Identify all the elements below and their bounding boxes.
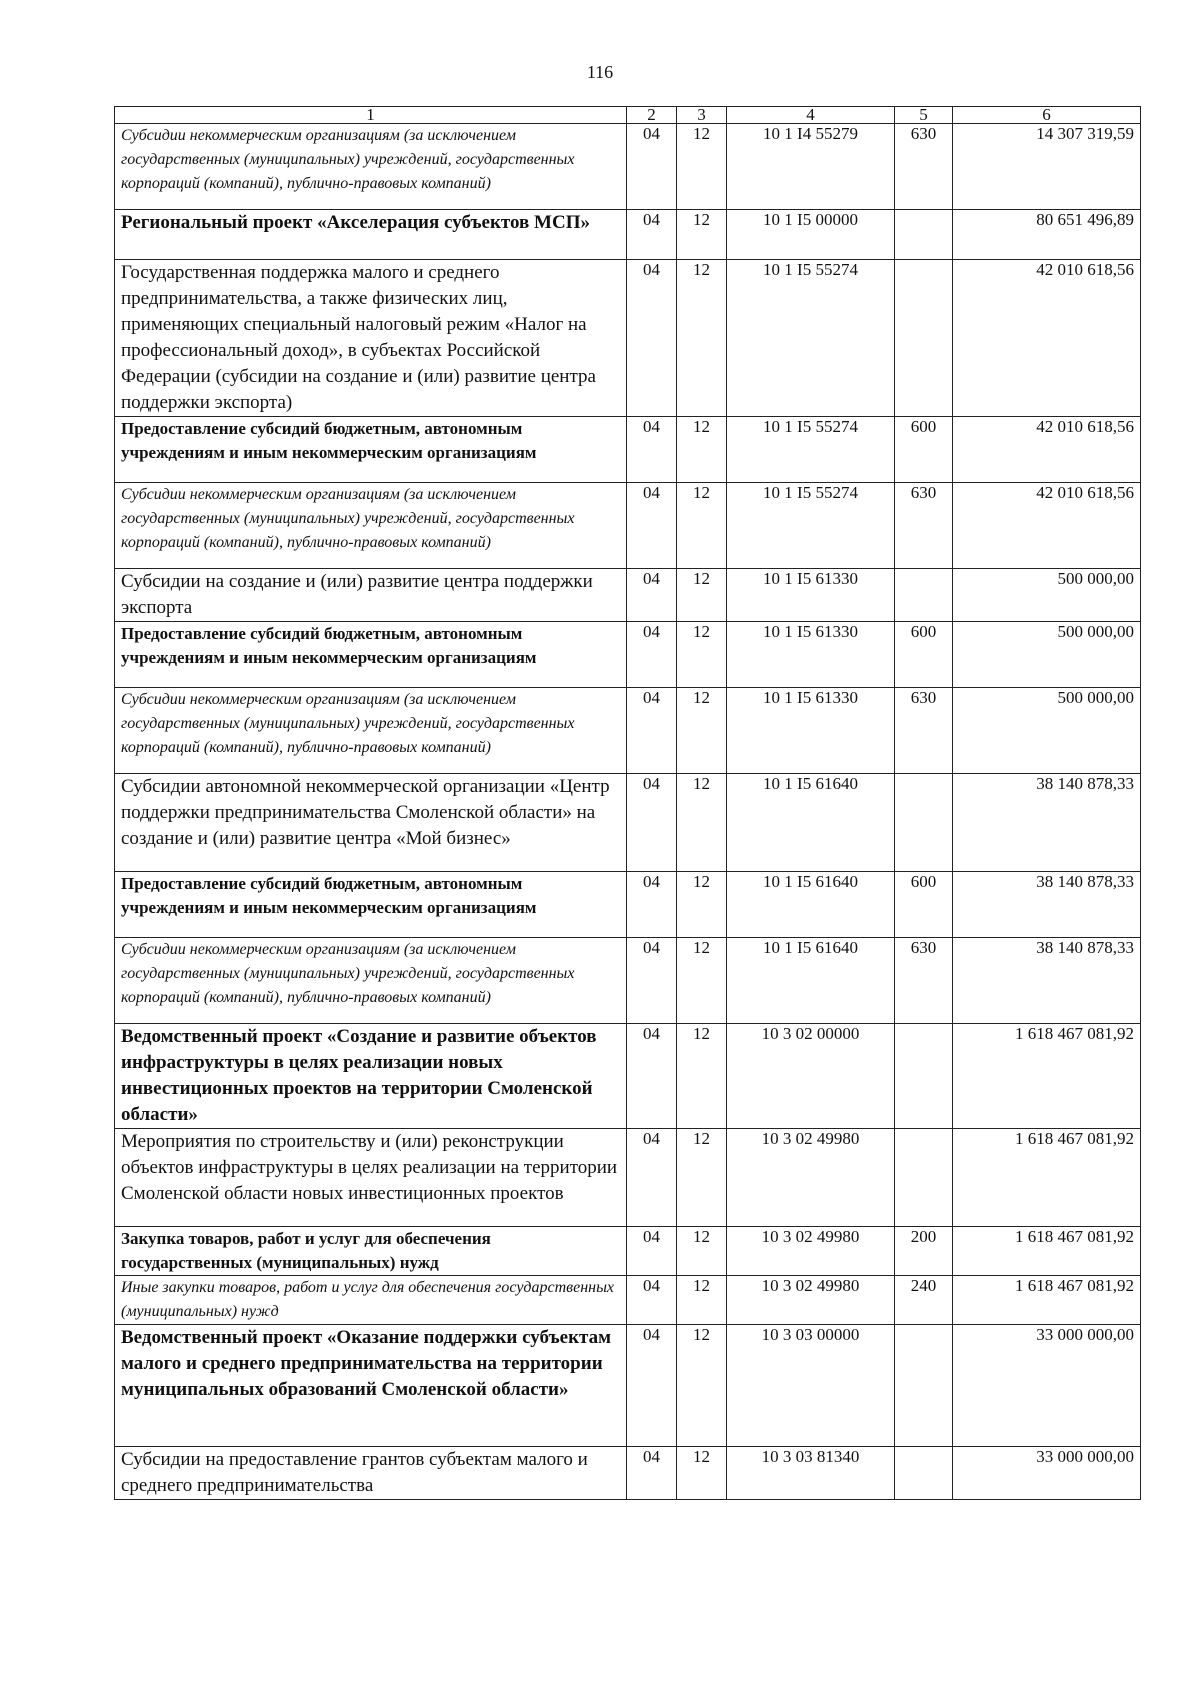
section-code-cell: 04 — [627, 774, 677, 872]
header-cell: 3 — [677, 107, 727, 124]
row-name-cell: Государственная поддержка малого и среднего предпринимательства, а также физических лиц, применяющих специальный налоговый режим «Налог на профессиональный доход», в субъектах Российской Федерации (субсидии на создание и (или) развитие центра поддержки экспорта) — [115, 260, 627, 417]
table-row — [115, 622, 1141, 688]
target-article-cell: 10 1 I5 61330 — [727, 622, 895, 688]
page-number: 116 — [586, 62, 614, 82]
table-row — [115, 210, 1141, 260]
row-name-cell: Субсидии некоммерческим организациям (за исключением государственных (муниципальных) учреждений, государственных корпораций (компаний), публично-правовых компаний) — [115, 938, 627, 1024]
target-article-cell: 10 1 I5 61640 — [727, 872, 895, 938]
table-row — [115, 688, 1141, 774]
row-name-cell: Субсидии некоммерческим организациям (за исключением государственных (муниципальных) учреждений, государственных корпораций (компаний), публично-правовых компаний) — [115, 688, 627, 774]
row-name-cell: Субсидии на предоставление грантов субъектам малого и среднего предпринимательства — [115, 1447, 627, 1500]
target-article-cell: 10 1 I5 00000 — [727, 210, 895, 260]
target-article-cell: 10 3 02 49980 — [727, 1129, 895, 1227]
header-row — [115, 107, 1141, 124]
expense-type-cell: 630 — [895, 688, 953, 774]
expense-type-cell — [895, 1447, 953, 1500]
amount-cell: 500 000,00 — [953, 688, 1141, 774]
subsection-code-cell: 12 — [677, 1024, 727, 1129]
expense-type-cell: 600 — [895, 417, 953, 483]
row-name-cell: Ведомственный проект «Оказание поддержки субъектам малого и среднего предпринимательства на территории муниципальных образований Смоленской области» — [115, 1325, 627, 1447]
subsection-code-cell: 12 — [677, 417, 727, 483]
target-article-cell: 10 3 03 00000 — [727, 1325, 895, 1447]
subsection-code-cell: 12 — [677, 569, 727, 622]
row-name-cell: Субсидии на создание и (или) развитие центра поддержки экспорта — [115, 569, 627, 622]
section-code-cell: 04 — [627, 872, 677, 938]
subsection-code-cell: 12 — [677, 774, 727, 872]
subsection-code-cell: 12 — [677, 1227, 727, 1276]
target-article-cell: 10 1 I5 61330 — [727, 688, 895, 774]
subsection-code-cell: 12 — [677, 938, 727, 1024]
section-code-cell: 04 — [627, 260, 677, 417]
table-row — [115, 483, 1141, 569]
header-cell: 4 — [727, 107, 895, 124]
expense-type-cell: 600 — [895, 622, 953, 688]
expense-type-cell — [895, 210, 953, 260]
budget-table — [114, 106, 1141, 1500]
subsection-code-cell: 12 — [677, 622, 727, 688]
expense-type-cell: 630 — [895, 483, 953, 569]
expense-type-cell — [895, 774, 953, 872]
target-article-cell: 10 3 03 81340 — [727, 1447, 895, 1500]
section-code-cell: 04 — [627, 1325, 677, 1447]
table-row — [115, 938, 1141, 1024]
table-row — [115, 774, 1141, 872]
expense-type-cell — [895, 1325, 953, 1447]
expense-type-cell — [895, 260, 953, 417]
expense-type-cell: 630 — [895, 938, 953, 1024]
row-name-cell: Региональный проект «Акселерация субъектов МСП» — [115, 210, 627, 260]
section-code-cell: 04 — [627, 1024, 677, 1129]
amount-cell: 1 618 467 081,92 — [953, 1227, 1141, 1276]
subsection-code-cell: 12 — [677, 260, 727, 417]
amount-cell: 1 618 467 081,92 — [953, 1276, 1141, 1325]
section-code-cell: 04 — [627, 688, 677, 774]
subsection-code-cell: 12 — [677, 124, 727, 210]
target-article-cell: 10 1 I5 61330 — [727, 569, 895, 622]
table-row — [115, 569, 1141, 622]
subsection-code-cell: 12 — [677, 872, 727, 938]
subsection-code-cell: 12 — [677, 1276, 727, 1325]
row-name-cell: Закупка товаров, работ и услуг для обеспечения государственных (муниципальных) нужд — [115, 1227, 627, 1276]
row-name-cell: Мероприятия по строительству и (или) реконструкции объектов инфраструктуры в целях реализации на территории Смоленской области новых инвестиционных проектов — [115, 1129, 627, 1227]
section-code-cell: 04 — [627, 210, 677, 260]
section-code-cell: 04 — [627, 1227, 677, 1276]
amount-cell: 38 140 878,33 — [953, 872, 1141, 938]
row-name-cell: Ведомственный проект «Создание и развитие объектов инфраструктуры в целях реализации новых инвестиционных проектов на территории Смоленской области» — [115, 1024, 627, 1129]
amount-cell: 42 010 618,56 — [953, 417, 1141, 483]
target-article-cell: 10 1 I5 61640 — [727, 774, 895, 872]
section-code-cell: 04 — [627, 622, 677, 688]
row-name-cell: Субсидии некоммерческим организациям (за исключением государственных (муниципальных) учреждений, государственных корпораций (компаний), публично-правовых компаний) — [115, 124, 627, 210]
table-row — [115, 1129, 1141, 1227]
row-name-cell: Субсидии автономной некоммерческой организации «Центр поддержки предпринимательства Смоленской области» на создание и (или) развитие центра «Мой бизнес» — [115, 774, 627, 872]
amount-cell: 500 000,00 — [953, 569, 1141, 622]
table-row — [115, 1227, 1141, 1276]
table-row — [115, 872, 1141, 938]
section-code-cell: 04 — [627, 483, 677, 569]
expense-type-cell — [895, 1129, 953, 1227]
row-name-cell: Предоставление субсидий бюджетным, автономным учреждениям и иным некоммерческим организациям — [115, 872, 627, 938]
amount-cell: 500 000,00 — [953, 622, 1141, 688]
header-cell: 5 — [895, 107, 953, 124]
target-article-cell: 10 1 I4 55279 — [727, 124, 895, 210]
section-code-cell: 04 — [627, 1447, 677, 1500]
subsection-code-cell: 12 — [677, 483, 727, 569]
section-code-cell: 04 — [627, 417, 677, 483]
row-name-cell: Иные закупки товаров, работ и услуг для обеспечения государственных (муниципальных) нужд — [115, 1276, 627, 1325]
row-name-cell: Предоставление субсидий бюджетным, автономным учреждениям и иным некоммерческим организациям — [115, 622, 627, 688]
header-cell: 2 — [627, 107, 677, 124]
target-article-cell: 10 3 02 00000 — [727, 1024, 895, 1129]
section-code-cell: 04 — [627, 1129, 677, 1227]
expense-type-cell — [895, 569, 953, 622]
section-code-cell: 04 — [627, 569, 677, 622]
subsection-code-cell: 12 — [677, 1447, 727, 1500]
amount-cell: 42 010 618,56 — [953, 260, 1141, 417]
expense-type-cell: 630 — [895, 124, 953, 210]
target-article-cell: 10 1 I5 55274 — [727, 483, 895, 569]
subsection-code-cell: 12 — [677, 688, 727, 774]
table-row — [115, 124, 1141, 210]
amount-cell: 38 140 878,33 — [953, 938, 1141, 1024]
amount-cell: 1 618 467 081,92 — [953, 1024, 1141, 1129]
subsection-code-cell: 12 — [677, 1129, 727, 1227]
expense-type-cell: 200 — [895, 1227, 953, 1276]
table-row — [115, 1276, 1141, 1325]
subsection-code-cell: 12 — [677, 1325, 727, 1447]
amount-cell: 1 618 467 081,92 — [953, 1129, 1141, 1227]
row-name-cell: Предоставление субсидий бюджетным, автономным учреждениям и иным некоммерческим организациям — [115, 417, 627, 483]
amount-cell: 38 140 878,33 — [953, 774, 1141, 872]
amount-cell: 14 307 319,59 — [953, 124, 1141, 210]
target-article-cell: 10 1 I5 55274 — [727, 260, 895, 417]
expense-type-cell: 600 — [895, 872, 953, 938]
table-row — [115, 1024, 1141, 1129]
expense-type-cell: 240 — [895, 1276, 953, 1325]
row-name-cell: Субсидии некоммерческим организациям (за исключением государственных (муниципальных) учреждений, государственных корпораций (компаний), публично-правовых компаний) — [115, 483, 627, 569]
section-code-cell: 04 — [627, 124, 677, 210]
amount-cell: 33 000 000,00 — [953, 1325, 1141, 1447]
expense-type-cell — [895, 1024, 953, 1129]
target-article-cell: 10 3 02 49980 — [727, 1276, 895, 1325]
amount-cell: 80 651 496,89 — [953, 210, 1141, 260]
table-row — [115, 260, 1141, 417]
target-article-cell: 10 3 02 49980 — [727, 1227, 895, 1276]
amount-cell: 33 000 000,00 — [953, 1447, 1141, 1500]
header-cell: 6 — [953, 107, 1141, 124]
amount-cell: 42 010 618,56 — [953, 483, 1141, 569]
target-article-cell: 10 1 I5 61640 — [727, 938, 895, 1024]
table-row — [115, 1325, 1141, 1447]
subsection-code-cell: 12 — [677, 210, 727, 260]
section-code-cell: 04 — [627, 1276, 677, 1325]
section-code-cell: 04 — [627, 938, 677, 1024]
header-cell: 1 — [115, 107, 627, 124]
table-row — [115, 417, 1141, 483]
table-row — [115, 1447, 1141, 1500]
target-article-cell: 10 1 I5 55274 — [727, 417, 895, 483]
